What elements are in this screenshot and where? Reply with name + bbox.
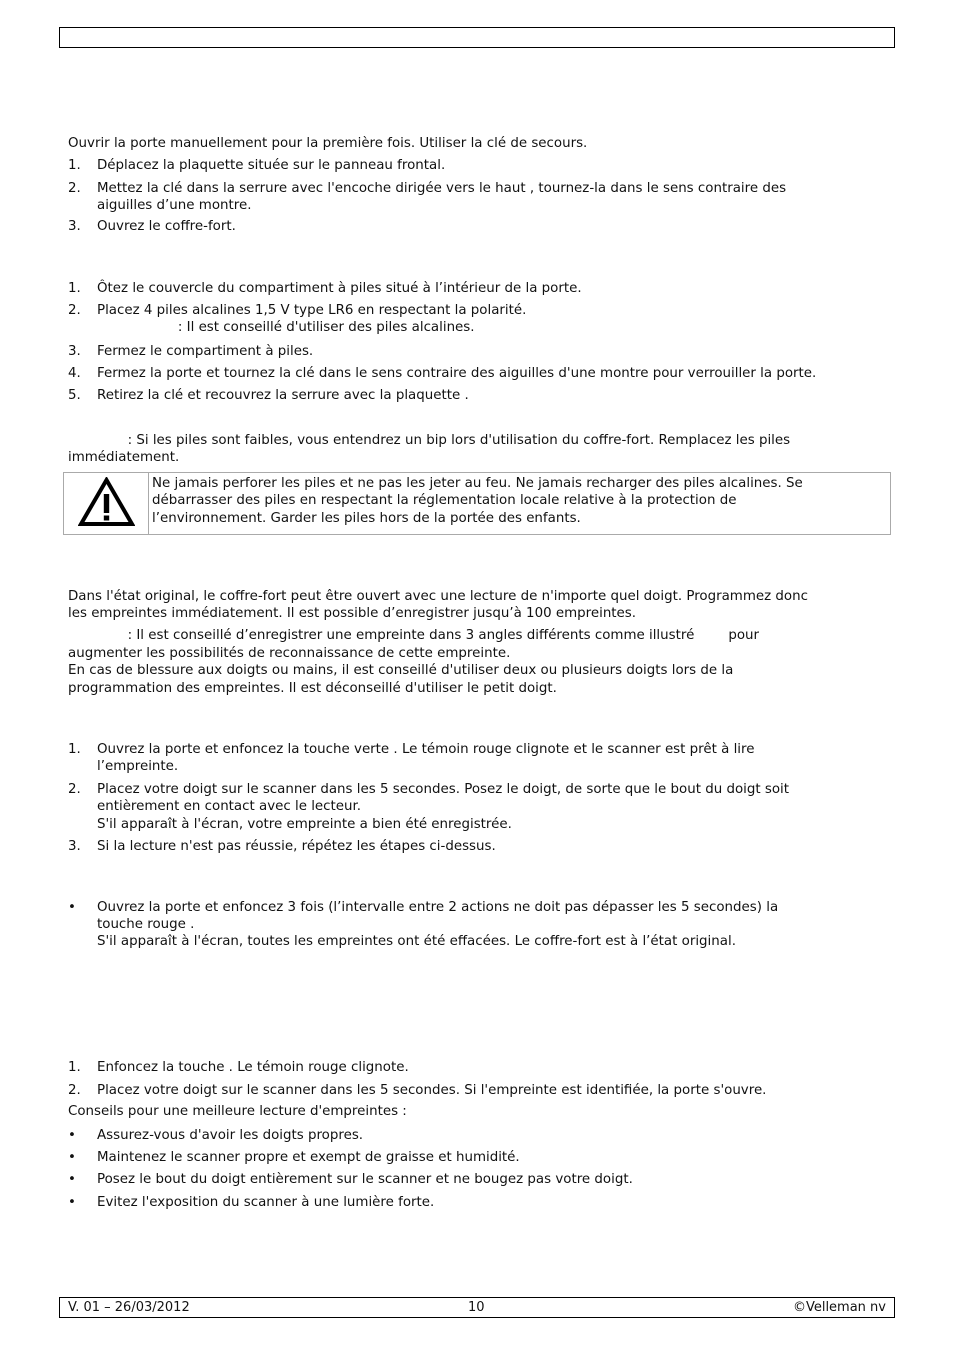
step-number: 1. bbox=[68, 281, 81, 296]
tip-item: Maintenez le scanner propre et exempt de graisse et humidité. bbox=[97, 1150, 520, 1165]
step-text: Fermez la porte et tournez la clé dans le sens contraire des aiguilles d'une montre pour verrouiller la porte. bbox=[97, 366, 817, 381]
step-number: 1. bbox=[68, 1060, 81, 1075]
step-text: Ouvrez le coffre-fort. bbox=[97, 219, 236, 234]
intro-lead: Ouvrir la porte manuellement pour la première fois. Utiliser la clé de secours. bbox=[68, 136, 588, 151]
step-number: 2. bbox=[68, 782, 81, 797]
bullet: • bbox=[68, 900, 76, 915]
step-text-cont: entièrement en contact avec le lecteur. bbox=[97, 799, 362, 814]
step-text: Ôtez le couvercle du compartiment à piles situé à l’intérieur de la porte. bbox=[97, 281, 582, 296]
fingerprint-paragraph-cont: les empreintes immédiatement. Il est possible d’enregistrer jusqu’à 100 empreintes. bbox=[68, 606, 637, 621]
step-number: 5. bbox=[68, 388, 81, 403]
bullet: • bbox=[68, 1128, 76, 1143]
step-text: Placez votre doigt sur le scanner dans les 5 secondes. Si l'empreinte est identifiée, la porte s'ouvre. bbox=[97, 1083, 767, 1098]
step-text: Retirez la clé et recouvrez la serrure avec la plaquette . bbox=[97, 388, 469, 403]
erase-text: Ouvrez la porte et enfoncez 3 fois (l’intervalle entre 2 actions ne doit pas dépasser les 5 secondes) la bbox=[97, 900, 779, 915]
step-number: 4. bbox=[68, 366, 81, 381]
warning-divider bbox=[148, 472, 149, 535]
step-text: Placez 4 piles alcalines 1,5 V type LR6 en respectant la polarité. bbox=[97, 303, 527, 318]
bullet: • bbox=[68, 1172, 76, 1187]
warning-line: l’environnement. Garder les piles hors de la portée des enfants. bbox=[152, 511, 581, 526]
step-text-cont: aiguilles d’une montre. bbox=[97, 198, 252, 213]
bullet: • bbox=[68, 1195, 76, 1210]
step-text: Placez votre doigt sur le scanner dans les 5 secondes. Posez le doigt, de sorte que le bout du doigt soit bbox=[97, 782, 789, 797]
battery-note: : Si les piles sont faibles, vous entendrez un bip lors d'utilisation du coffre-fort. Remplacez les piles bbox=[68, 433, 791, 448]
step-text-cont: S'il apparaît à l'écran, votre empreinte a bien été enregistrée. bbox=[97, 817, 512, 832]
step-text: Fermez le compartiment à piles. bbox=[97, 344, 314, 359]
step-number: 3. bbox=[68, 839, 81, 854]
tip-item: Assurez-vous d'avoir les doigts propres. bbox=[97, 1128, 364, 1143]
footer-version: V. 01 – 26/03/2012 bbox=[68, 1300, 190, 1315]
step-number: 2. bbox=[68, 1083, 81, 1098]
tips-title: Conseils pour une meilleure lecture d'empreintes : bbox=[68, 1104, 407, 1119]
footer-copyright: ©Velleman nv bbox=[792, 1300, 886, 1315]
bullet: • bbox=[68, 1150, 76, 1165]
step-number: 1. bbox=[68, 158, 81, 173]
fingerprint-advice-cont: programmation des empreintes. Il est déconseillé d'utiliser le petit doigt. bbox=[68, 681, 557, 696]
tip-item: Posez le bout du doigt entièrement sur le scanner et ne bougez pas votre doigt. bbox=[97, 1172, 633, 1187]
step-text: Si la lecture n'est pas réussie, répétez les étapes ci-dessus. bbox=[97, 839, 496, 854]
warning-triangle-icon bbox=[78, 477, 135, 527]
step-number: 3. bbox=[68, 344, 81, 359]
warning-line: débarrasser des piles en respectant la réglementation locale relative à la protection de bbox=[152, 493, 737, 508]
fingerprint-advice: En cas de blessure aux doigts ou mains, il est conseillé d'utiliser deux ou plusieurs doigts lors de la bbox=[68, 663, 734, 678]
header-box bbox=[59, 27, 895, 48]
erase-text-cont: S'il apparaît à l'écran, toutes les empreintes ont été effacées. Le coffre-fort est à l’état original. bbox=[97, 934, 736, 949]
step-number: 3. bbox=[68, 219, 81, 234]
tip-item: Evitez l'exposition du scanner à une lumière forte. bbox=[97, 1195, 435, 1210]
step-text: Mettez la clé dans la serrure avec l'encoche dirigée vers le haut , tournez-la dans le sens contraire des bbox=[97, 181, 787, 196]
erase-text-cont: touche rouge . bbox=[97, 917, 195, 932]
step-text: Ouvrez la porte et enfoncez la touche verte . Le témoin rouge clignote et le scanner est prêt à lire bbox=[97, 742, 755, 757]
battery-note-cont: immédiatement. bbox=[68, 450, 180, 465]
step-text: Déplacez la plaquette située sur le panneau frontal. bbox=[97, 158, 446, 173]
step-text-cont: l’empreinte. bbox=[97, 759, 179, 774]
step-number: 2. bbox=[68, 303, 81, 318]
fingerprint-paragraph: Dans l'état original, le coffre-fort peut être ouvert avec une lecture de n'importe quel doigt. Programmez donc bbox=[68, 589, 808, 604]
step-note: : Il est conseillé d'utiliser des piles alcalines. bbox=[97, 320, 475, 335]
warning-line: Ne jamais perforer les piles et ne pas les jeter au feu. Ne jamais recharger des piles alcalines. Se bbox=[152, 476, 803, 491]
footer-page-number: 10 bbox=[468, 1300, 485, 1315]
fingerprint-note: : Il est conseillé d’enregistrer une empreinte dans 3 angles différents comme illustré pour bbox=[68, 628, 760, 643]
fingerprint-note-cont: augmenter les possibilités de reconnaissance de cette empreinte. bbox=[68, 646, 511, 661]
step-text: Enfoncez la touche . Le témoin rouge clignote. bbox=[97, 1060, 409, 1075]
step-number: 2. bbox=[68, 181, 81, 196]
step-number: 1. bbox=[68, 742, 81, 757]
